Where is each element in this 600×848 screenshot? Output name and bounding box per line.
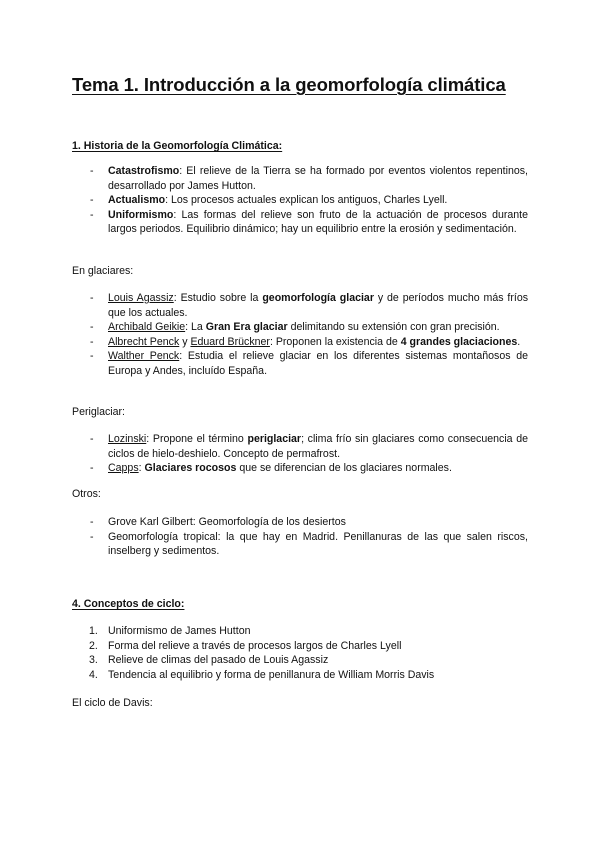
- history-list: [72, 164, 528, 237]
- list-item: 4. Tendencia al equilibrio y forma de penillanura de William Morris Davis: [89, 668, 435, 681]
- page-title: Tema 1. Introducción a la geomorfología climática: [72, 74, 506, 95]
- glaciares-label: En glaciares:: [72, 265, 134, 277]
- glaciares-list: [72, 291, 528, 378]
- list-item: - Catastrofismo: El relieve de la Tierra se ha formado por eventos violentos repentinos, desarrollado por James Hutton.: [72, 164, 528, 193]
- list-item: 3. Relieve de climas del pasado de Louis Agassiz: [89, 654, 329, 666]
- author-link: Lozinski: [108, 433, 147, 445]
- list-item: - Lozinski: Propone el término periglaciar; clima frío sin glaciares como consecuencia de ciclos de hielo-deshielo. Concepto de permafrost.: [72, 432, 528, 461]
- list-item: - Uniformismo: Las formas del relieve son fruto de la actuación de procesos durante largos periodos. Equilibrio dinámico; hay un equilibrio entre la erosión y sedimentación.: [72, 208, 528, 237]
- author-link: Louis Agassiz: [108, 292, 174, 304]
- otros-list: [72, 515, 528, 559]
- author-link: Albrecht Penck: [108, 335, 180, 348]
- list-item: - Louis Agassiz: Estudio sobre la geomorfología glaciar y de períodos mucho más fríos que los actuales.: [72, 291, 528, 320]
- author-link: Eduard Brückner: [190, 335, 270, 348]
- list-item: 2. Forma del relieve a través de procesos largos de Charles Lyell: [89, 639, 402, 652]
- author-link: Archibald Geikie: [108, 321, 186, 333]
- davis-cycle-label: El ciclo de Davis:: [72, 697, 153, 709]
- list-item: - Grove Karl Gilbert: Geomorfología de los desiertos: [72, 515, 528, 530]
- list-item: - Actualismo: Los procesos actuales explican los antiguos, Charles Lyell.: [72, 193, 528, 208]
- list-item: - Capps: Glaciares rocosos que se diferencian de los glaciares normales.: [72, 461, 528, 476]
- periglaciar-list: [72, 432, 528, 476]
- periglaciar-label: Periglaciar:: [72, 406, 125, 418]
- list-item: - Walther Penck: Estudia el relieve glaciar en los diferentes sistemas montañosos de Europa y Andes, incluído España.: [72, 349, 528, 378]
- otros-label: Otros:: [72, 488, 101, 500]
- list-item: - Archibald Geikie: La Gran Era glaciar delimitando su extensión con gran precisión.: [72, 320, 528, 335]
- section-heading-cycle: 4. Conceptos de ciclo:: [72, 598, 185, 610]
- cycle-list: [72, 624, 528, 682]
- section-heading-history: 1. Historia de la Geomorfología Climática:: [72, 140, 283, 152]
- list-item: - Albrecht Penck y Eduard Brückner: Proponen la existencia de 4 grandes glaciaciones.: [72, 335, 528, 350]
- list-item: 1. Uniformismo de James Hutton: [89, 625, 251, 637]
- list-item: - Geomorfología tropical: la que hay en Madrid. Penillanuras de las que salen riscos, inselberg y sedimentos.: [72, 530, 528, 559]
- author-link: Walther Penck: [108, 350, 180, 362]
- author-link: Capps: [108, 462, 139, 474]
